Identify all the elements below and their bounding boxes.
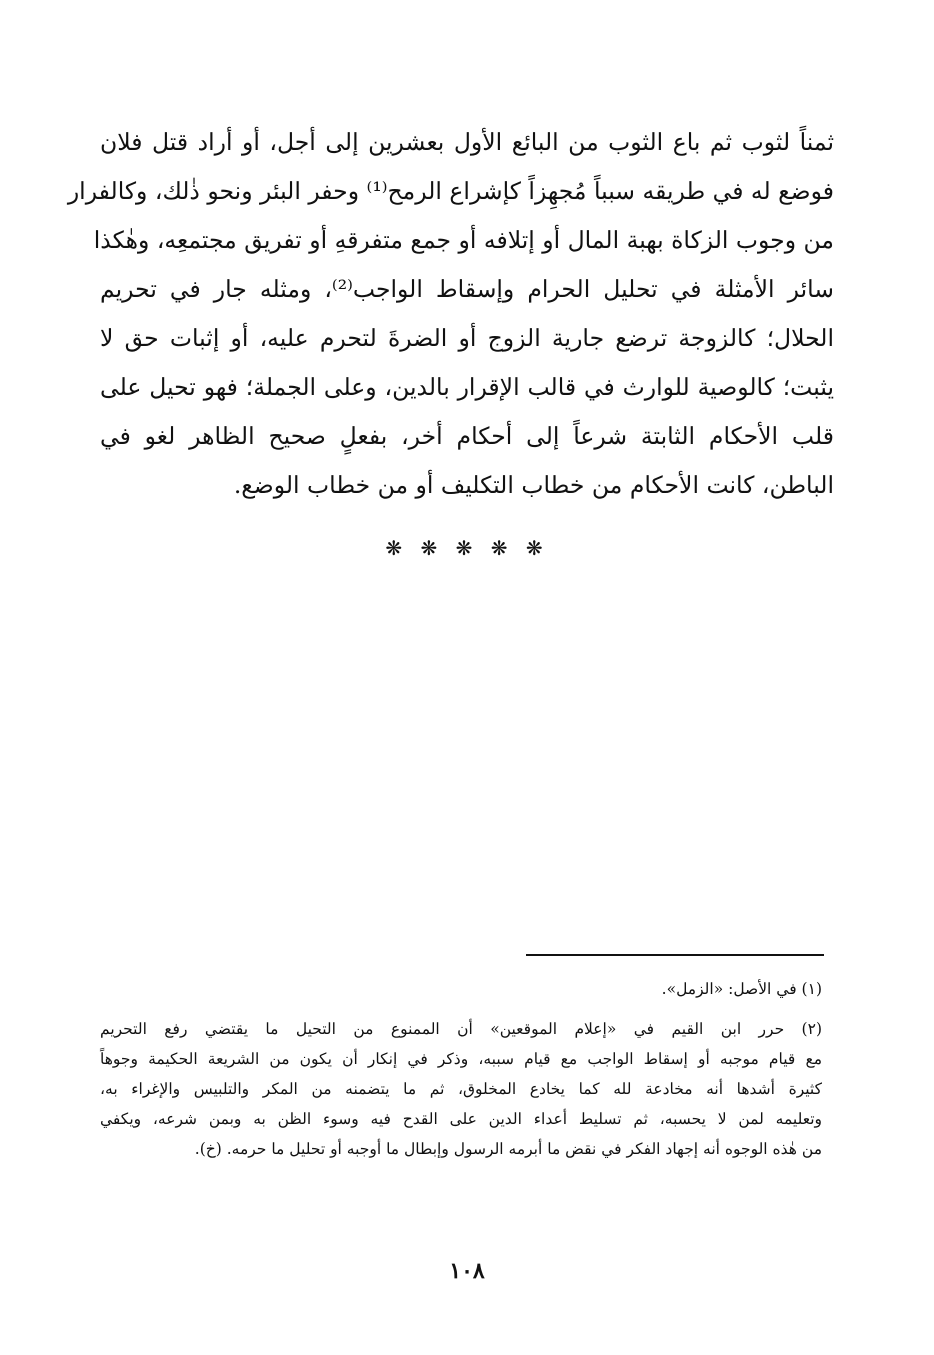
footnote-2-line: كثيرة أشدها أنه مخادعة لله كما يخادع المخلوق، ثم ما يتضمنه من المكر والتلبيس والإغراء به، bbox=[100, 1080, 822, 1098]
footnote-gap bbox=[100, 1004, 822, 1014]
footnote-divider bbox=[526, 954, 824, 956]
footnote-2-line: وتعليمه لمن لا يحسبه، ثم تسليط أعداء الدين على القدح فيه وسوء الظن به وبمن شرعه، ويكفي bbox=[100, 1110, 822, 1128]
text-line: الحلال؛ كالزوجة ترضع جارية الزوج أو الضرةَ لتحرم عليه، أو إثبات حق لا bbox=[100, 324, 834, 352]
footnote-2-line: (٢) حرر ابن القيم في «إعلام الموقعين» أن الممنوع من التحيل ما يقتضي رفع التحريم bbox=[100, 1020, 822, 1038]
text-line: من وجوب الزكاة بهبة المال أو إتلافه أو جمع متفرقهِ أو تفريق مجتمعِه، وهٰكذا bbox=[93, 226, 834, 254]
text-line: سائر الأمثلة في تحليل الحرام وإسقاط الواجب⁽²⁾، ومثله جار في تحريم bbox=[100, 275, 834, 303]
text-line: قلب الأحكام الثابتة شرعاً إلى أحكام أخر، بفعلٍ صحيح الظاهر لغو في bbox=[100, 422, 834, 450]
page-number: ١٠٨ bbox=[449, 1258, 485, 1284]
text-line: فوضع له في طريقه سبباً مُجهِزاً كإشراع الرمح⁽¹⁾ وحفر البئر ونحو ذٰلك، وكالفرار bbox=[67, 177, 834, 205]
section-separator-asterisks: ❋ ❋ ❋ ❋ ❋ bbox=[385, 536, 549, 560]
text-line-last: الباطن، كانت الأحكام من خطاب التكليف أو من خطاب الوضع. bbox=[233, 471, 834, 499]
footnote-2-line-last: من هٰذه الوجوه أنه إجهاد الفكر في نقض ما أبرمه الرسول وإبطال ما أوجبه أو تحليل ما حرمه. (خ). bbox=[194, 1140, 822, 1158]
footnotes-block bbox=[100, 974, 822, 1164]
footnote-1: (١) في الأصل: «الزمل». bbox=[661, 980, 822, 998]
text-line: ثمناً لثوب ثم باع الثوب من البائع الأول بعشرين إلى أجل، أو أراد قتل فلان bbox=[100, 128, 834, 156]
footnote-2-line: مع قيام موجبه أو إسقاط الواجب مع قيام سببه، وذكر في إنكار أن يكون من الشريعة الحكيمة وجوهاً bbox=[100, 1050, 822, 1068]
text-line: يثبت؛ كالوصية للوارث في قالب الإقرار بالدين، وعلى الجملة؛ فهو تحيل على bbox=[100, 373, 834, 401]
main-text-block bbox=[67, 118, 834, 510]
